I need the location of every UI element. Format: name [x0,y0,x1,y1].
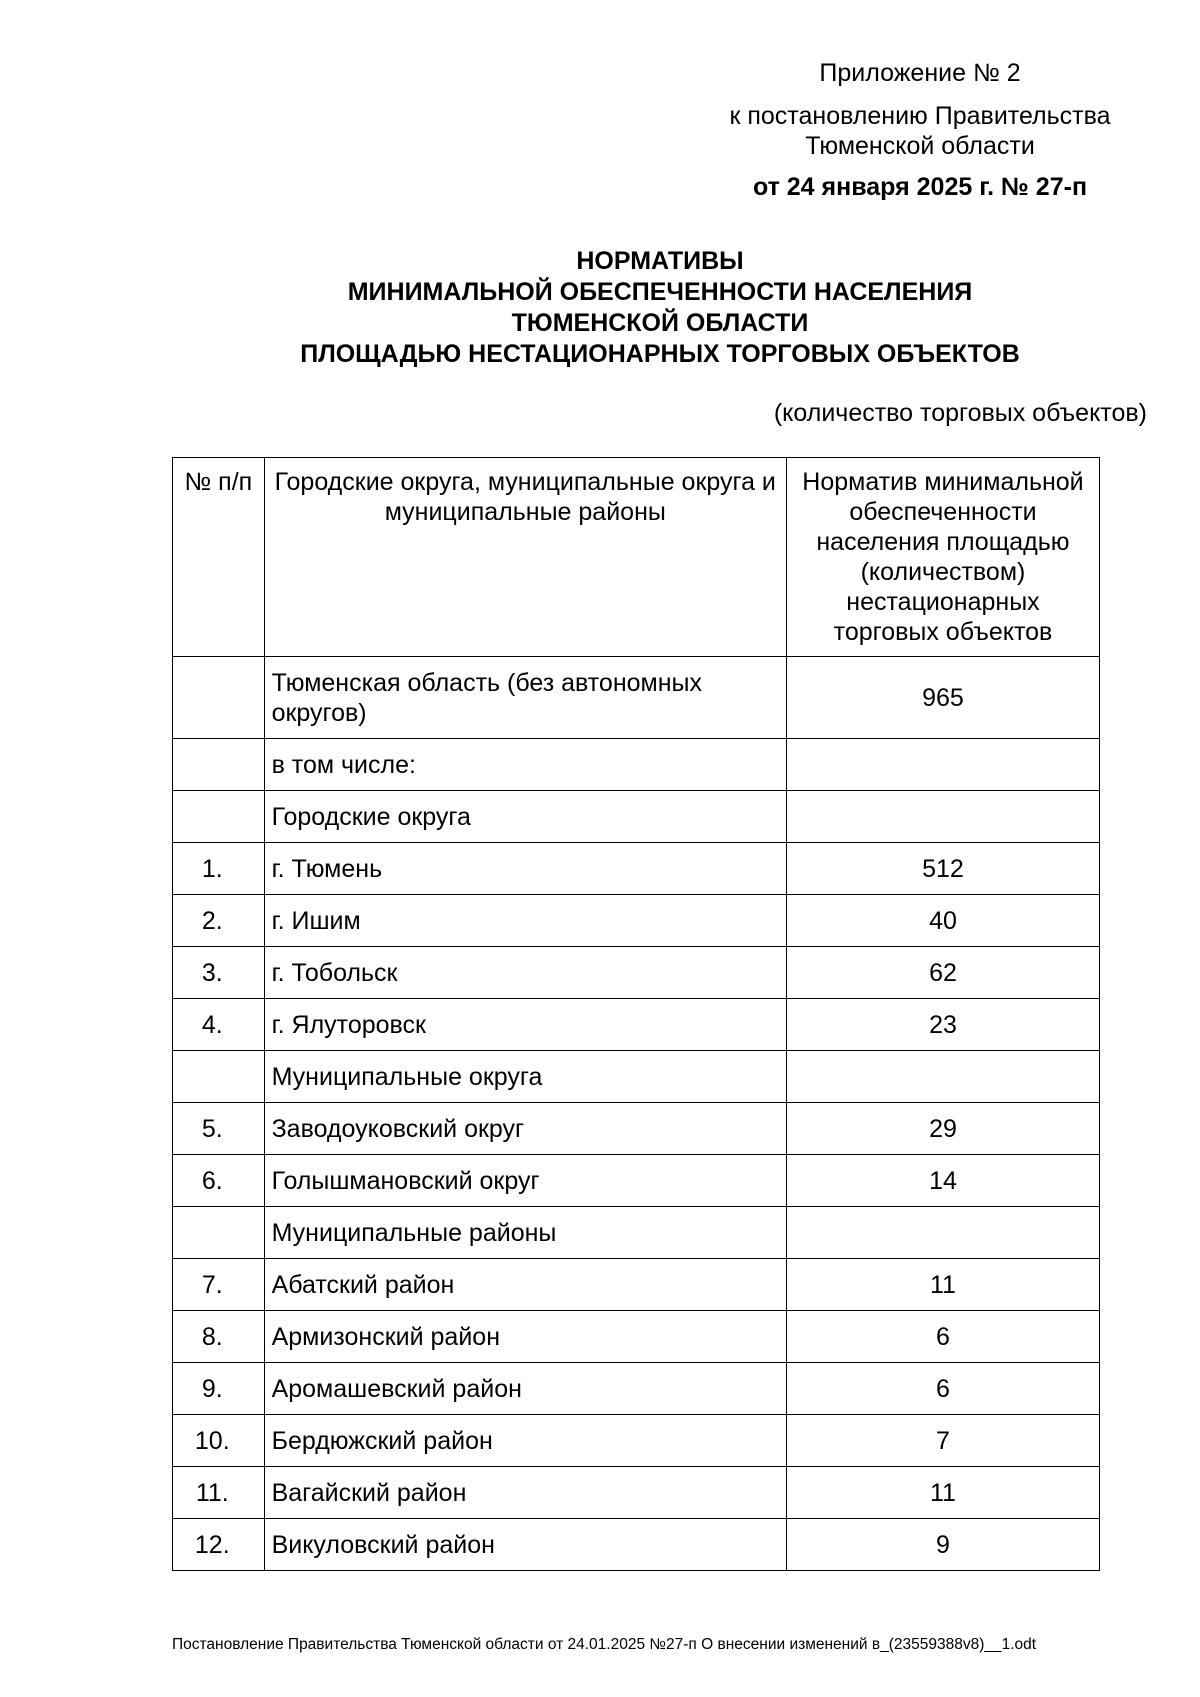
title-line: ПЛОЩАДЬЮ НЕСТАЦИОНАРНЫХ ТОРГОВЫХ ОБЪЕКТОВ [300,340,1020,368]
row-number [173,791,265,843]
table-body [173,657,1100,1571]
row-municipality: Вагайский район [264,1467,786,1519]
row-norm-value [786,1051,1099,1103]
row-norm-value: 11 [786,1259,1099,1311]
row-municipality: Голышмановский округ [264,1155,786,1207]
header-number: № п/п [173,458,265,657]
row-norm-value: 9 [786,1519,1099,1571]
row-municipality: Муниципальные районы [264,1207,786,1259]
table-row [173,1519,1100,1571]
row-municipality: Городские округа [264,791,786,843]
row-number: 12. [173,1519,265,1571]
row-number [173,657,265,739]
row-municipality: Викуловский район [264,1519,786,1571]
row-norm-value: 6 [786,1363,1099,1415]
appendix-resolution-ref: к постановлению Правительства [729,102,1111,130]
table-row [173,1103,1100,1155]
row-norm-value: 965 [786,657,1099,739]
row-norm-value [786,791,1099,843]
row-norm-value: 40 [786,895,1099,947]
norms-table [172,457,1100,1571]
row-municipality: Аромашевский район [264,1363,786,1415]
table-row [173,1259,1100,1311]
row-municipality: г. Тобольск [264,947,786,999]
table-row [173,1051,1100,1103]
table-row [173,657,1100,739]
row-norm-value: 512 [786,843,1099,895]
row-number [173,1207,265,1259]
footer-filename: Постановление Правительства Тюменской области от 24.01.2025 №27-п О внесении изменений в_(23559388v8)__1.odt [172,1636,1037,1653]
row-norm-value [786,1207,1099,1259]
row-municipality: Бердюжский район [264,1415,786,1467]
row-norm-value: 29 [786,1103,1099,1155]
row-number: 7. [173,1259,265,1311]
title-line: ТЮМЕНСКОЙ ОБЛАСТИ [511,309,809,337]
table-row [173,791,1100,843]
table-row [173,1363,1100,1415]
row-municipality: Армизонский район [264,1311,786,1363]
table-row [173,843,1100,895]
row-number: 8. [173,1311,265,1363]
row-number: 2. [173,895,265,947]
row-municipality: Абатский район [264,1259,786,1311]
table-row [173,1207,1100,1259]
row-norm-value: 6 [786,1311,1099,1363]
document-title [160,246,1160,370]
row-norm-value: 11 [786,1467,1099,1519]
row-number: 5. [173,1103,265,1155]
row-number [173,1051,265,1103]
title-line: НОРМАТИВЫ [576,247,744,275]
table-row [173,1311,1100,1363]
row-number: 6. [173,1155,265,1207]
appendix-number: Приложение № 2 [819,59,1021,87]
header-municipality: Городские округа, муниципальные округа и муниципальные районы [264,458,786,657]
row-norm-value: 62 [786,947,1099,999]
row-norm-value: 23 [786,999,1099,1051]
row-municipality: Заводоуковский округ [264,1103,786,1155]
row-number: 1. [173,843,265,895]
row-municipality: Муниципальные округа [264,1051,786,1103]
row-municipality: в том числе: [264,739,786,791]
row-number: 10. [173,1415,265,1467]
row-norm-value: 7 [786,1415,1099,1467]
table-row [173,947,1100,999]
row-number: 4. [173,999,265,1051]
row-municipality: г. Ялуторовск [264,999,786,1051]
table-row [173,739,1100,791]
row-number: 9. [173,1363,265,1415]
row-norm-value: 14 [786,1155,1099,1207]
table-row [173,1415,1100,1467]
row-municipality: Тюменская область (без автономных округов) [264,657,786,739]
table-row [173,1155,1100,1207]
appendix-organization: Тюменской области [805,132,1035,160]
header-norm: Норматив минимальной обеспеченности населения площадью (количеством) нестационарных торговых объектов [786,458,1099,657]
table-header-row [173,458,1100,657]
row-number: 3. [173,947,265,999]
units-note: (количество торговых объектов) [773,399,1147,427]
table-row [173,895,1100,947]
row-number [173,739,265,791]
table-row [173,999,1100,1051]
row-municipality: г. Тюмень [264,843,786,895]
table-row [173,1467,1100,1519]
row-municipality: г. Ишим [264,895,786,947]
appendix-date: от 24 января 2025 г. № 27-п [752,173,1088,201]
row-number: 11. [173,1467,265,1519]
row-norm-value [786,739,1099,791]
title-line: МИНИМАЛЬНОЙ ОБЕСПЕЧЕННОСТИ НАСЕЛЕНИЯ [347,278,973,306]
